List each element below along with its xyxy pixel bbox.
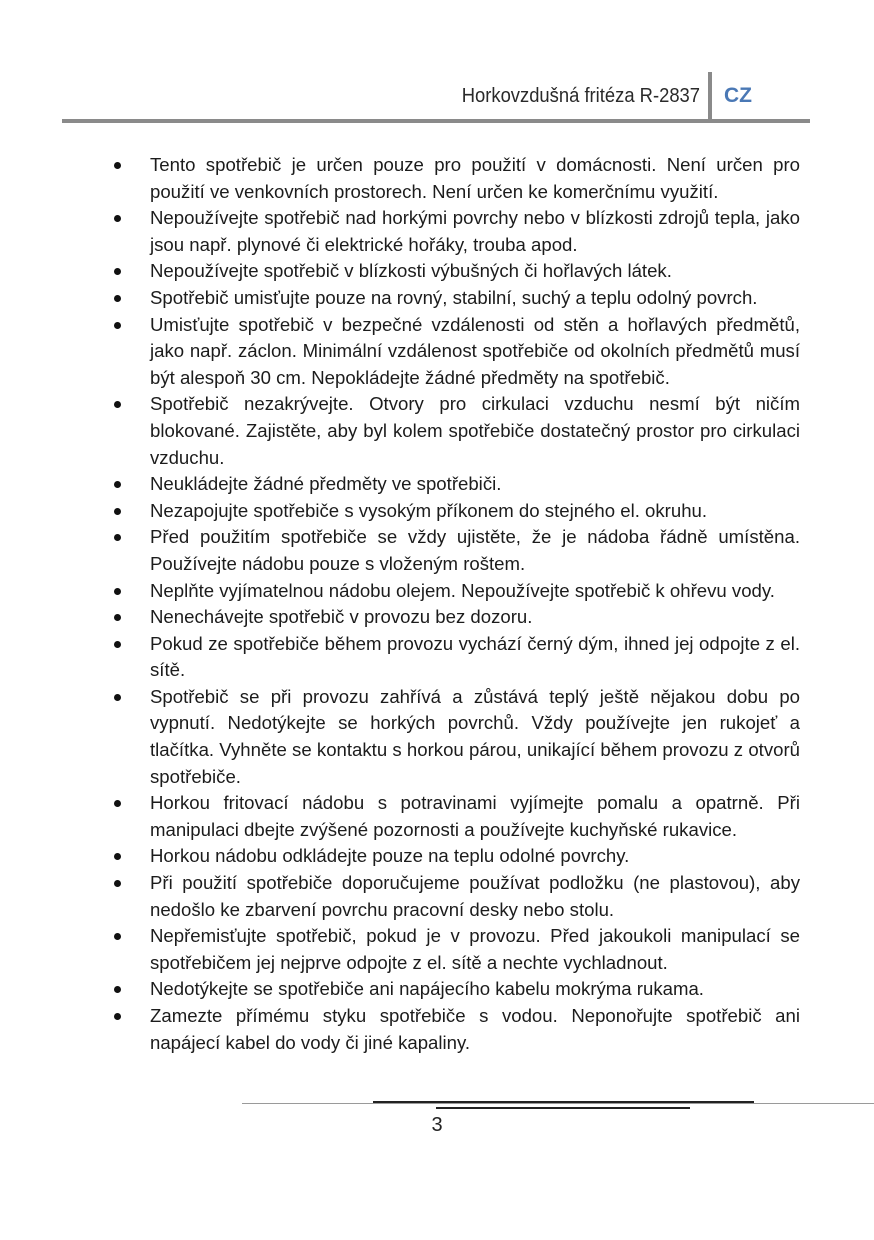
bullet-icon [114,641,121,648]
list-item-text: Nedotýkejte se spotřebiče ani napájecího kabelu mokrýma rukama. [150,978,704,1000]
list-item-text: Neplňte vyjímatelnou nádobu olejem. Nepoužívejte spotřebič k ohřevu vody. [150,579,775,601]
list-item-text: Horkou nádobu odkládejte pouze na teplu odolné povrchy. [150,845,630,867]
list-item-text: Spotřebič umisťujte pouze na rovný, stabilní, suchý a teplu odolný povrch. [150,286,758,308]
list-item [106,285,800,312]
footer-rule-upper [373,1101,754,1103]
list-item-text: Spotřebič se při provozu zahřívá a zůstává teplý ještě nějakou dobu po vypnutí. Nedotýkejte se horkých povrchů. Vždy používejte jen rukojeť a tlačítka. Vyhněte se kontaktu s horkou párou, unikající během provozu z otvorů spotřebiče. [150,685,800,787]
list-item [106,923,800,976]
bullet-icon [114,986,121,993]
list-item [106,578,800,605]
list-item-text: Nepoužívejte spotřebič nad horkými povrchy nebo v blízkosti zdrojů tepla, jako jsou např. plynové či elektrické hořáky, trouba apod. [150,207,800,255]
list-item [106,684,800,790]
list-item-text: Neukládejte žádné předměty ve spotřebiči. [150,473,502,495]
list-item-text: Před použitím spotřebiče se vždy ujistěte, že je nádoba řádně umístěna. Používejte nádobu pouze s vloženým roštem. [150,526,800,574]
list-item [106,524,800,577]
list-item [106,631,800,684]
list-item [106,976,800,1003]
bullet-icon [114,162,121,169]
bullet-icon [114,534,121,541]
page-header [62,0,810,124]
list-item [106,391,800,471]
list-item-text: Nepoužívejte spotřebič v blízkosti výbušných či hořlavých látek. [150,260,672,282]
bullet-icon [114,322,121,329]
list-item-text: Pokud ze spotřebiče během provozu vychází černý dým, ihned jej odpojte z el. sítě. [150,632,800,681]
list-item [106,312,800,392]
safety-instructions [106,152,800,1056]
bullet-icon [114,508,121,515]
list-item-text: Nezapojujte spotřebiče s vysokým příkonem do stejného el. okruhu. [150,499,708,521]
bullet-icon [114,268,121,275]
bullet-icon [114,933,121,940]
bullet-icon [114,694,121,701]
list-item [106,205,800,258]
list-item-text: Nepřemisťujte spotřebič, pokud je v provozu. Před jakoukoli manipulací se spotřebičem jej nejprve odpojte z el. sítě a nechte vychladnout. [150,925,800,973]
footer-rule-lower [436,1107,690,1109]
list-item [106,790,800,843]
list-item [106,604,800,631]
bullet-icon [114,401,121,408]
list-item-text: Umisťujte spotřebič v bezpečné vzdálenosti od stěn a hořlavých předmětů, jako např. záclon. Minimální vzdálenost spotřebiče od okolních předmětů musí být alespoň 30 cm. Nepokládejte žádné předměty na spotřebič. [150,313,800,388]
bullet-icon [114,800,121,807]
list-item [106,843,800,870]
list-item [106,870,800,923]
list-item [106,498,800,525]
language-code: CZ [724,84,752,107]
bullet-icon [114,481,121,488]
bullet-icon [114,1013,121,1020]
bullet-icon [114,614,121,621]
list-item [106,1003,800,1056]
list-item-text: Horkou fritovací nádobu s potravinami vyjímejte pomalu a opatrně. Při manipulaci dbejte zvýšené pozornosti a používejte kuchyňské rukavice. [150,792,800,840]
list-item [106,258,800,285]
bullet-icon [114,295,121,302]
list-item [106,471,800,498]
list-item-text: Nenechávejte spotřebič v provozu bez dozoru. [150,606,533,628]
list-item-text: Při použití spotřebiče doporučujeme používat podložku (ne plastovou), aby nedošlo ke zbarvení povrchu pracovní desky nebo stolu. [150,872,800,920]
list-item-text: Zamezte přímému styku spotřebiče s vodou. Neponořujte spotřebič ani napájecí kabel do vody či jiné kapaliny. [150,1005,800,1053]
list-item-text: Tento spotřebič je určen pouze pro použití v domácnosti. Není určen pro použití ve venkovních prostorech. Není určen ke komerčnímu využití. [150,154,800,202]
bullet-icon [114,588,121,595]
bullet-icon [114,880,121,887]
bullet-list [106,152,800,1056]
header-title: Horkovzdušná fritéza R-2837 [461,85,700,107]
bullet-icon [114,853,121,860]
list-item [106,152,800,205]
bullet-icon [114,215,121,222]
list-item-text: Spotřebič nezakrývejte. Otvory pro cirkulaci vzduchu nesmí být ničím blokované. Zajistěte, aby byl kolem spotřebiče dostatečný prostor pro cirkulaci vzduchu. [150,393,800,468]
header-rule [62,119,810,123]
footer-rule [242,1103,874,1104]
page-number: 3 [431,1114,443,1136]
header-divider [708,72,712,122]
